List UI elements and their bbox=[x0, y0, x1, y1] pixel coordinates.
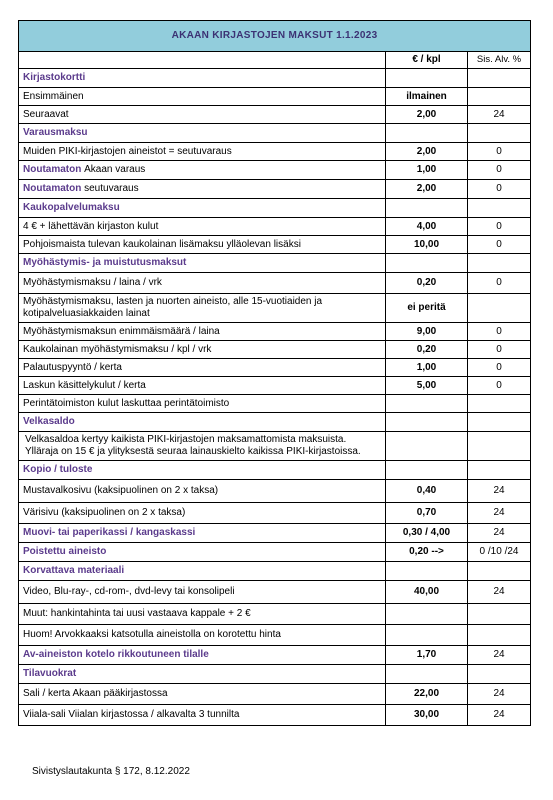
section-row bbox=[19, 161, 531, 180]
row-price: ei peritä bbox=[386, 294, 468, 323]
table-row bbox=[19, 377, 531, 395]
row-label: Myöhästymismaksu, lasten ja nuorten aineisto, alle 15-vuotiaiden ja kotipalveluasiakkaiden lainat bbox=[19, 294, 386, 323]
row-label: Muut: hankintahinta tai uusi vastaava kappale + 2 € bbox=[19, 604, 386, 625]
table-row bbox=[19, 503, 531, 524]
row-vat: 0 bbox=[468, 143, 531, 161]
row-vat: 0 /10 /24 bbox=[468, 543, 531, 562]
column-header-row bbox=[19, 52, 531, 69]
row-label: Sali / kerta Akaan pääkirjastossa bbox=[19, 684, 386, 705]
section-title: Korvattava materiaali bbox=[19, 562, 386, 581]
section-title: Noutamaton Akaan varaus bbox=[19, 161, 386, 180]
section-title: Kaukopalvelumaksu bbox=[19, 199, 386, 218]
table-row bbox=[19, 88, 531, 106]
row-vat: 0 bbox=[468, 341, 531, 359]
section-title: Kopio / tuloste bbox=[19, 461, 386, 480]
row-label: Perintätoimiston kulut laskuttaa perintätoimisto bbox=[19, 395, 386, 413]
row-label: Velkasaldoa kertyy kaikista PIKI-kirjastojen maksamattomista maksuista. Ylläraja on 15 € ja ylityksestä seuraa lainauskielto kaikissa PIKI-kirjastoissa. bbox=[19, 432, 386, 461]
table-row bbox=[19, 236, 531, 254]
section-row bbox=[19, 562, 531, 581]
row-price: 1,00 bbox=[386, 359, 468, 377]
title-row bbox=[19, 21, 531, 52]
section-title: Varausmaksu bbox=[19, 124, 386, 143]
row-vat: 0 bbox=[468, 359, 531, 377]
table-row bbox=[19, 341, 531, 359]
row-label: Pohjoismaista tulevan kaukolainan lisämaksu ylläolevan lisäksi bbox=[19, 236, 386, 254]
section-title: Tilavuokrat bbox=[19, 665, 386, 684]
table-row bbox=[19, 273, 531, 294]
table-row bbox=[19, 705, 531, 726]
row-vat: 0 bbox=[468, 273, 531, 294]
row-price: 0,20 --> bbox=[386, 543, 468, 562]
row-label: Myöhästymismaksun enimmäismäärä / laina bbox=[19, 323, 386, 341]
section-row bbox=[19, 461, 531, 480]
table-row bbox=[19, 323, 531, 341]
row-vat: 0 bbox=[468, 236, 531, 254]
table-row bbox=[19, 106, 531, 124]
table-row bbox=[19, 143, 531, 161]
row-label: 4 € + lähettävän kirjaston kulut bbox=[19, 218, 386, 236]
row-label: Mustavalkosivu (kaksipuolinen on 2 x taksa) bbox=[19, 480, 386, 503]
row-vat: 24 bbox=[468, 503, 531, 524]
table-row bbox=[19, 581, 531, 604]
row-vat: 0 bbox=[468, 377, 531, 395]
row-price: 4,00 bbox=[386, 218, 468, 236]
table-row bbox=[19, 604, 531, 625]
row-price: 0,30 / 4,00 bbox=[386, 524, 468, 543]
section-row bbox=[19, 180, 531, 199]
row-label: Viiala-sali Viialan kirjastossa / alkavalta 3 tunnilta bbox=[19, 705, 386, 726]
section-row bbox=[19, 524, 531, 543]
blank-header-cell bbox=[19, 52, 386, 69]
row-vat: 0 bbox=[468, 218, 531, 236]
section-row bbox=[19, 543, 531, 562]
section-row bbox=[19, 199, 531, 218]
row-label: Laskun käsittelykulut / kerta bbox=[19, 377, 386, 395]
row-price: 2,00 bbox=[386, 180, 468, 199]
row-label: Kaukolainan myöhästymismaksu / kpl / vrk bbox=[19, 341, 386, 359]
row-vat: 0 bbox=[468, 180, 531, 199]
row-price: 40,00 bbox=[386, 581, 468, 604]
table-row bbox=[19, 359, 531, 377]
row-label: Muiden PIKI-kirjastojen aineistot = seutuvaraus bbox=[19, 143, 386, 161]
row-label: Huom! Arvokkaaksi katsotulla aineistolla on korotettu hinta bbox=[19, 625, 386, 646]
row-vat: 0 bbox=[468, 323, 531, 341]
row-vat: 24 bbox=[468, 524, 531, 543]
row-vat: 24 bbox=[468, 480, 531, 503]
section-title: Kirjastokortti bbox=[19, 69, 386, 88]
section-title: Av-aineiston kotelo rikkoutuneen tilalle bbox=[19, 646, 386, 665]
section-title: Noutamaton seutuvaraus bbox=[19, 180, 386, 199]
price-column-header: € / kpl bbox=[386, 52, 468, 69]
section-title: Velkasaldo bbox=[19, 413, 386, 432]
row-label: Seuraavat bbox=[19, 106, 386, 124]
row-label: Myöhästymismaksu / laina / vrk bbox=[19, 273, 386, 294]
table-row bbox=[19, 218, 531, 236]
row-label: Palautuspyyntö / kerta bbox=[19, 359, 386, 377]
section-row bbox=[19, 413, 531, 432]
row-price: 22,00 bbox=[386, 684, 468, 705]
section-title: Muovi- tai paperikassi / kangaskassi bbox=[19, 524, 386, 543]
section-row bbox=[19, 69, 531, 88]
section-title: Poistettu aineisto bbox=[19, 543, 386, 562]
row-vat: 24 bbox=[468, 684, 531, 705]
row-price: 0,20 bbox=[386, 273, 468, 294]
row-label: Video, Blu-ray-, cd-rom-, dvd-levy tai konsolipeli bbox=[19, 581, 386, 604]
row-price: ilmainen bbox=[386, 88, 468, 106]
row-label: Värisivu (kaksipuolinen on 2 x taksa) bbox=[19, 503, 386, 524]
row-vat: 24 bbox=[468, 106, 531, 124]
section-row bbox=[19, 254, 531, 273]
fees-table bbox=[18, 20, 531, 726]
vat-column-header: Sis. Alv. % bbox=[468, 52, 531, 69]
row-price: 10,00 bbox=[386, 236, 468, 254]
section-row bbox=[19, 646, 531, 665]
row-label: Ensimmäinen bbox=[19, 88, 386, 106]
table-row bbox=[19, 684, 531, 705]
table-row bbox=[19, 480, 531, 503]
table-row bbox=[19, 625, 531, 646]
row-price: 2,00 bbox=[386, 143, 468, 161]
row-vat: 0 bbox=[468, 161, 531, 180]
row-price: 0,20 bbox=[386, 341, 468, 359]
table-title: AKAAN KIRJASTOJEN MAKSUT 1.1.2023 bbox=[19, 21, 531, 52]
section-row bbox=[19, 665, 531, 684]
row-price: 0,40 bbox=[386, 480, 468, 503]
section-title: Myöhästymis- ja muistutusmaksut bbox=[19, 254, 386, 273]
row-vat: 24 bbox=[468, 705, 531, 726]
row-price: 1,00 bbox=[386, 161, 468, 180]
row-price: 2,00 bbox=[386, 106, 468, 124]
section-row bbox=[19, 124, 531, 143]
section-subtitle: Akaan varaus bbox=[84, 164, 146, 175]
row-price: 0,70 bbox=[386, 503, 468, 524]
table-row bbox=[19, 395, 531, 413]
table-row bbox=[19, 294, 531, 323]
row-vat: 24 bbox=[468, 646, 531, 665]
footnote: Sivistyslautakunta § 172, 8.12.2022 bbox=[32, 766, 190, 777]
row-price: 9,00 bbox=[386, 323, 468, 341]
row-price: 30,00 bbox=[386, 705, 468, 726]
row-vat: 24 bbox=[468, 581, 531, 604]
row-price: 5,00 bbox=[386, 377, 468, 395]
row-price: 1,70 bbox=[386, 646, 468, 665]
table-row bbox=[19, 432, 531, 461]
section-subtitle: seutuvaraus bbox=[84, 183, 139, 194]
